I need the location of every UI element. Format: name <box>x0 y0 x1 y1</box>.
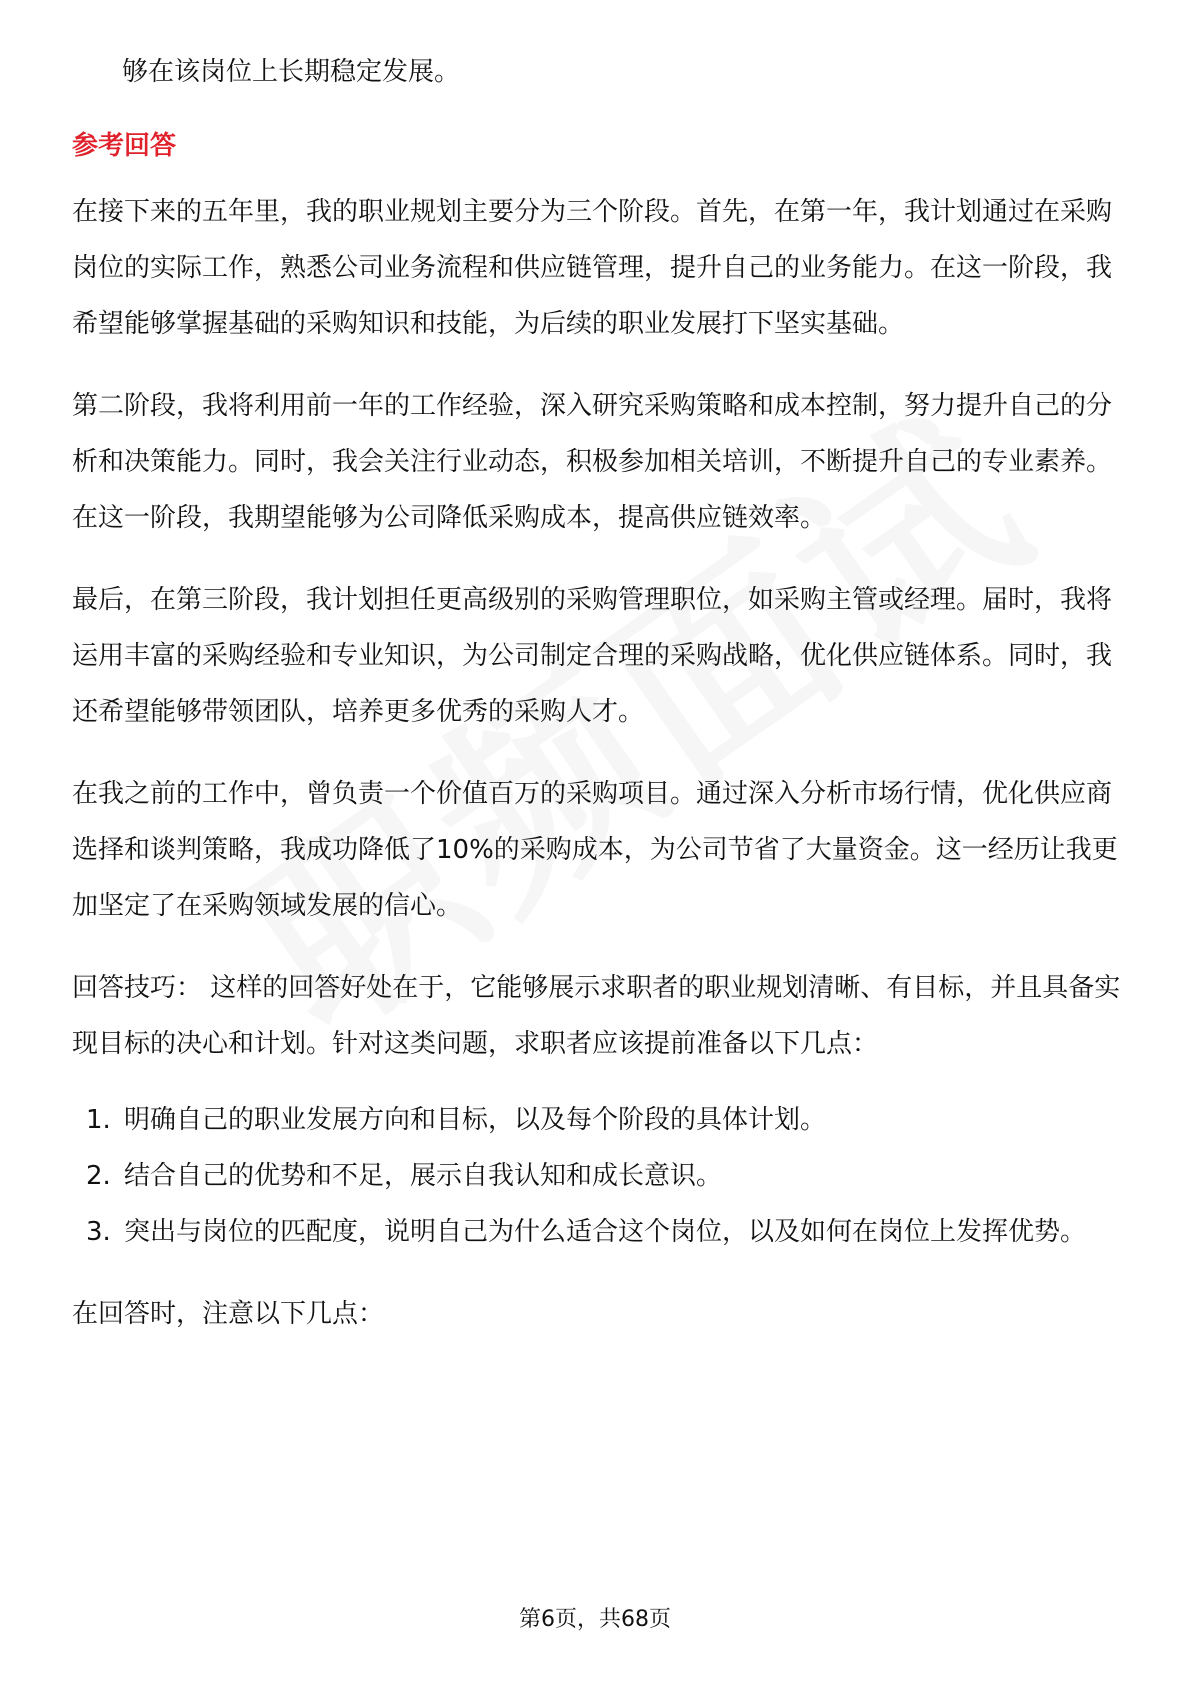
paragraph-1: 在接下来的五年里，我的职业规划主要分为三个阶段。首先，在第一年，我计划通过在采购岗位的实际工作，熟悉公司业务流程和供应链管理，提升自己的业务能力。在这一阶段，我希望能够掌握基础的采购知识和技能，为后续的职业发展打下坚实基础。 <box>72 197 1113 339</box>
list-number: 3. <box>86 1217 111 1247</box>
closing-line: 在回答时，注意以下几点： <box>72 1299 385 1329</box>
paragraph-3: 最后，在第三阶段，我计划担任更高级别的采购管理职位，如采购主管或经理。届时，我将运用丰富的采购经验和专业知识，为公司制定合理的采购战略，优化供应链体系。同时，我还希望能够带领团队，培养更多优秀的采购人才。 <box>72 585 1113 727</box>
list-item <box>72 1148 1122 1204</box>
paragraph-2: 第二阶段，我将利用前一年的工作经验，深入研究采购策略和成本控制，努力提升自己的分析和决策能力。同时，我会关注行业动态，积极参加相关培训，不断提升自己的专业素养。在这一阶段，我期望能够为公司降低采购成本，提高供应链效率。 <box>72 391 1113 533</box>
paragraph-tips: 回答技巧： 这样的回答好处在于，它能够展示求职者的职业规划清晰、有目标，并且具备实现目标的决心和计划。针对这类问题，求职者应该提前准备以下几点： <box>72 973 1121 1059</box>
paragraph-4: 在我之前的工作中，曾负责一个价值百万的采购项目。通过深入分析市场行情，优化供应商选择和谈判策略，我成功降低了10%的采购成本，为公司节省了大量资金。这一经历让我更加坚定了在采购领域发展的信心。 <box>72 779 1118 921</box>
list-item <box>72 1092 1122 1148</box>
list-text: 突出与岗位的匹配度，说明自己为什么适合这个岗位，以及如何在岗位上发挥优势。 <box>124 1217 1087 1247</box>
section-heading: 参考回答 <box>72 131 177 161</box>
list-text: 结合自己的优势和不足，展示自我认知和成长意识。 <box>124 1161 723 1191</box>
list-number: 2. <box>86 1161 111 1191</box>
list-text: 明确自己的职业发展方向和目标，以及每个阶段的具体计划。 <box>124 1105 827 1135</box>
tips-list <box>72 1092 1122 1260</box>
list-item <box>72 1204 1122 1260</box>
list-number: 1. <box>86 1105 111 1135</box>
document-body <box>72 44 1122 1342</box>
intro-line: 够在该岗位上长期稳定发展。 <box>122 57 461 87</box>
page-footer: 第6页，共68页 <box>519 1607 671 1632</box>
